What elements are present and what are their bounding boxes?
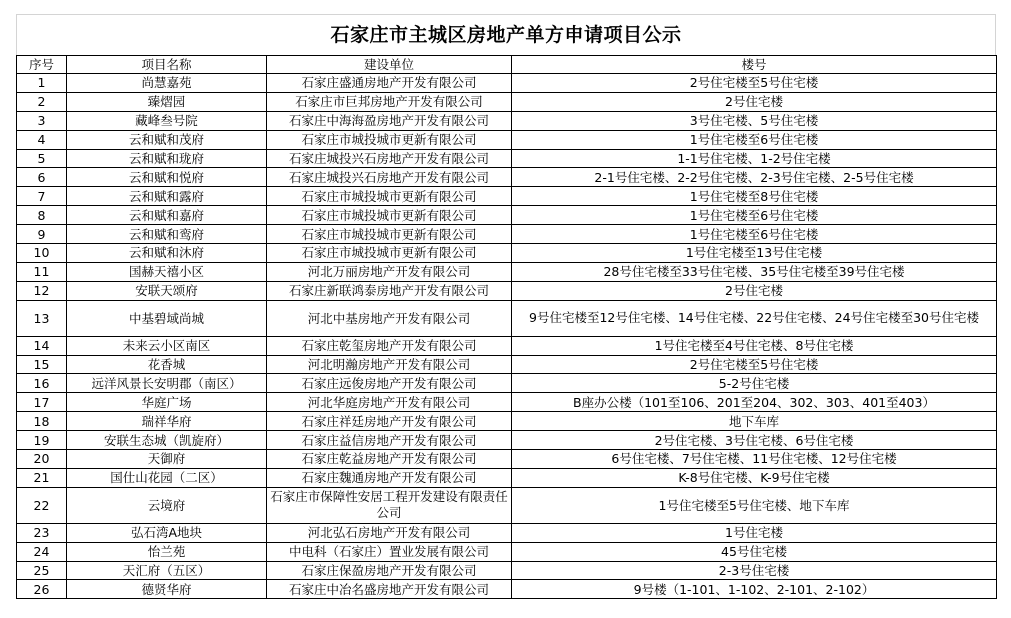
cell-project-name: 国仕山花园（二区） [67, 468, 267, 487]
cell-developer: 石家庄市城投城市更新有限公司 [267, 187, 512, 206]
sheet-title: 石家庄市主城区房地产单方申请项目公示 [16, 14, 996, 55]
cell-project-name: 天汇府（五区） [67, 561, 267, 580]
cell-developer: 石家庄乾益房地产开发有限公司 [267, 450, 512, 469]
cell-project-name: 臻熠园 [67, 92, 267, 111]
cell-buildings: 2号住宅楼至5号住宅楼 [512, 74, 997, 93]
cell-index: 9 [17, 225, 67, 244]
table-row [17, 92, 997, 111]
cell-project-name: 远洋风景长安明郡（南区） [67, 374, 267, 393]
cell-index: 23 [17, 523, 67, 542]
project-table [16, 55, 997, 599]
cell-developer: 石家庄远俊房地产开发有限公司 [267, 374, 512, 393]
cell-project-name: 华庭广场 [67, 393, 267, 412]
table-row [17, 187, 997, 206]
cell-project-name: 尚慧嘉苑 [67, 74, 267, 93]
cell-index: 3 [17, 111, 67, 130]
cell-index: 13 [17, 300, 67, 336]
table-row [17, 281, 997, 300]
cell-developer: 石家庄市保障性安居工程开发建设有限责任公司 [267, 487, 512, 523]
header-project-name: 项目名称 [67, 56, 267, 74]
cell-developer: 石家庄盛通房地产开发有限公司 [267, 74, 512, 93]
cell-buildings: 1号住宅楼至13号住宅楼 [512, 244, 997, 263]
cell-index: 19 [17, 431, 67, 450]
table-row [17, 111, 997, 130]
table-row [17, 374, 997, 393]
cell-developer: 河北华庭房地产开发有限公司 [267, 393, 512, 412]
table-row [17, 262, 997, 281]
cell-index: 14 [17, 336, 67, 355]
cell-index: 20 [17, 450, 67, 469]
table-row [17, 149, 997, 168]
cell-project-name: 云和赋和露府 [67, 187, 267, 206]
cell-index: 5 [17, 149, 67, 168]
cell-index: 4 [17, 130, 67, 149]
cell-index: 25 [17, 561, 67, 580]
cell-developer: 石家庄城投兴石房地产开发有限公司 [267, 168, 512, 187]
cell-buildings: 3号住宅楼、5号住宅楼 [512, 111, 997, 130]
cell-index: 12 [17, 281, 67, 300]
cell-project-name: 中基碧域尚城 [67, 300, 267, 336]
cell-buildings: 1号住宅楼至6号住宅楼 [512, 225, 997, 244]
cell-buildings: 45号住宅楼 [512, 542, 997, 561]
cell-buildings: 9号住宅楼至12号住宅楼、14号住宅楼、22号住宅楼、24号住宅楼至30号住宅楼 [512, 300, 997, 336]
table-row [17, 431, 997, 450]
cell-buildings: 2-3号住宅楼 [512, 561, 997, 580]
table-row [17, 130, 997, 149]
cell-buildings: 6号住宅楼、7号住宅楼、11号住宅楼、12号住宅楼 [512, 450, 997, 469]
cell-developer: 河北明瀚房地产开发有限公司 [267, 355, 512, 374]
cell-buildings: 1号住宅楼至5号住宅楼、地下车库 [512, 487, 997, 523]
header-index: 序号 [17, 56, 67, 74]
cell-developer: 石家庄市城投城市更新有限公司 [267, 206, 512, 225]
cell-project-name: 云和赋和悦府 [67, 168, 267, 187]
cell-developer: 石家庄魏通房地产开发有限公司 [267, 468, 512, 487]
cell-developer: 石家庄中海海盈房地产开发有限公司 [267, 111, 512, 130]
cell-developer: 石家庄市城投城市更新有限公司 [267, 244, 512, 263]
cell-buildings: 地下车库 [512, 412, 997, 431]
cell-project-name: 瑞祥华府 [67, 412, 267, 431]
cell-buildings: 1号住宅楼至4号住宅楼、8号住宅楼 [512, 336, 997, 355]
cell-project-name: 未来云小区南区 [67, 336, 267, 355]
cell-index: 6 [17, 168, 67, 187]
cell-buildings: B座办公楼（101至106、201至204、302、303、401至403） [512, 393, 997, 412]
cell-index: 26 [17, 580, 67, 599]
table-row [17, 300, 997, 336]
table-row [17, 412, 997, 431]
cell-project-name: 云和赋和珑府 [67, 149, 267, 168]
cell-index: 15 [17, 355, 67, 374]
cell-developer: 石家庄市城投城市更新有限公司 [267, 130, 512, 149]
cell-index: 11 [17, 262, 67, 281]
cell-index: 16 [17, 374, 67, 393]
table-row [17, 561, 997, 580]
cell-buildings: K-8号住宅楼、K-9号住宅楼 [512, 468, 997, 487]
cell-buildings: 1号住宅楼至6号住宅楼 [512, 130, 997, 149]
header-buildings: 楼号 [512, 56, 997, 74]
table-row [17, 487, 997, 523]
cell-index: 1 [17, 74, 67, 93]
cell-developer: 中电科（石家庄）置业发展有限公司 [267, 542, 512, 561]
cell-developer: 石家庄乾玺房地产开发有限公司 [267, 336, 512, 355]
cell-buildings: 9号楼（1-101、1-102、2-101、2-102） [512, 580, 997, 599]
cell-buildings: 2号住宅楼至5号住宅楼 [512, 355, 997, 374]
cell-developer: 河北中基房地产开发有限公司 [267, 300, 512, 336]
header-row [17, 56, 997, 74]
table-row [17, 336, 997, 355]
cell-developer: 石家庄祥廷房地产开发有限公司 [267, 412, 512, 431]
cell-project-name: 花香城 [67, 355, 267, 374]
cell-project-name: 云和赋和鸾府 [67, 225, 267, 244]
table-row [17, 393, 997, 412]
cell-buildings: 1号住宅楼至8号住宅楼 [512, 187, 997, 206]
cell-buildings: 1号住宅楼至6号住宅楼 [512, 206, 997, 225]
cell-buildings: 2号住宅楼、3号住宅楼、6号住宅楼 [512, 431, 997, 450]
table-row [17, 244, 997, 263]
cell-project-name: 天御府 [67, 450, 267, 469]
cell-index: 2 [17, 92, 67, 111]
cell-project-name: 云境府 [67, 487, 267, 523]
header-developer: 建设单位 [267, 56, 512, 74]
cell-index: 10 [17, 244, 67, 263]
table-row [17, 206, 997, 225]
cell-project-name: 德贤华府 [67, 580, 267, 599]
cell-developer: 石家庄市城投城市更新有限公司 [267, 225, 512, 244]
cell-developer: 河北万丽房地产开发有限公司 [267, 262, 512, 281]
cell-project-name: 怡兰苑 [67, 542, 267, 561]
cell-developer: 石家庄益信房地产开发有限公司 [267, 431, 512, 450]
table-row [17, 450, 997, 469]
cell-index: 18 [17, 412, 67, 431]
cell-developer: 石家庄保盈房地产开发有限公司 [267, 561, 512, 580]
cell-buildings: 5-2号住宅楼 [512, 374, 997, 393]
cell-developer: 石家庄市巨邦房地产开发有限公司 [267, 92, 512, 111]
table-row [17, 580, 997, 599]
cell-developer: 石家庄新联鸿泰房地产开发有限公司 [267, 281, 512, 300]
cell-index: 21 [17, 468, 67, 487]
table-row [17, 355, 997, 374]
table-row [17, 523, 997, 542]
table-row [17, 542, 997, 561]
cell-project-name: 云和赋和嘉府 [67, 206, 267, 225]
cell-project-name: 安联生态城（凯旋府） [67, 431, 267, 450]
cell-developer: 石家庄城投兴石房地产开发有限公司 [267, 149, 512, 168]
table-row [17, 225, 997, 244]
cell-buildings: 2号住宅楼 [512, 92, 997, 111]
cell-project-name: 弘石湾A地块 [67, 523, 267, 542]
cell-index: 22 [17, 487, 67, 523]
cell-buildings: 2-1号住宅楼、2-2号住宅楼、2-3号住宅楼、2-5号住宅楼 [512, 168, 997, 187]
cell-index: 17 [17, 393, 67, 412]
cell-buildings: 1号住宅楼 [512, 523, 997, 542]
cell-project-name: 云和赋和沐府 [67, 244, 267, 263]
cell-index: 7 [17, 187, 67, 206]
cell-developer: 河北弘石房地产开发有限公司 [267, 523, 512, 542]
table-row [17, 168, 997, 187]
cell-project-name: 国赫天禧小区 [67, 262, 267, 281]
cell-buildings: 2号住宅楼 [512, 281, 997, 300]
announcement-sheet [16, 14, 996, 599]
cell-developer: 石家庄中冶名盛房地产开发有限公司 [267, 580, 512, 599]
cell-index: 8 [17, 206, 67, 225]
cell-index: 24 [17, 542, 67, 561]
table-row [17, 74, 997, 93]
cell-project-name: 藏峰叁号院 [67, 111, 267, 130]
cell-project-name: 安联天颂府 [67, 281, 267, 300]
cell-buildings: 28号住宅楼至33号住宅楼、35号住宅楼至39号住宅楼 [512, 262, 997, 281]
cell-project-name: 云和赋和茂府 [67, 130, 267, 149]
cell-buildings: 1-1号住宅楼、1-2号住宅楼 [512, 149, 997, 168]
table-row [17, 468, 997, 487]
